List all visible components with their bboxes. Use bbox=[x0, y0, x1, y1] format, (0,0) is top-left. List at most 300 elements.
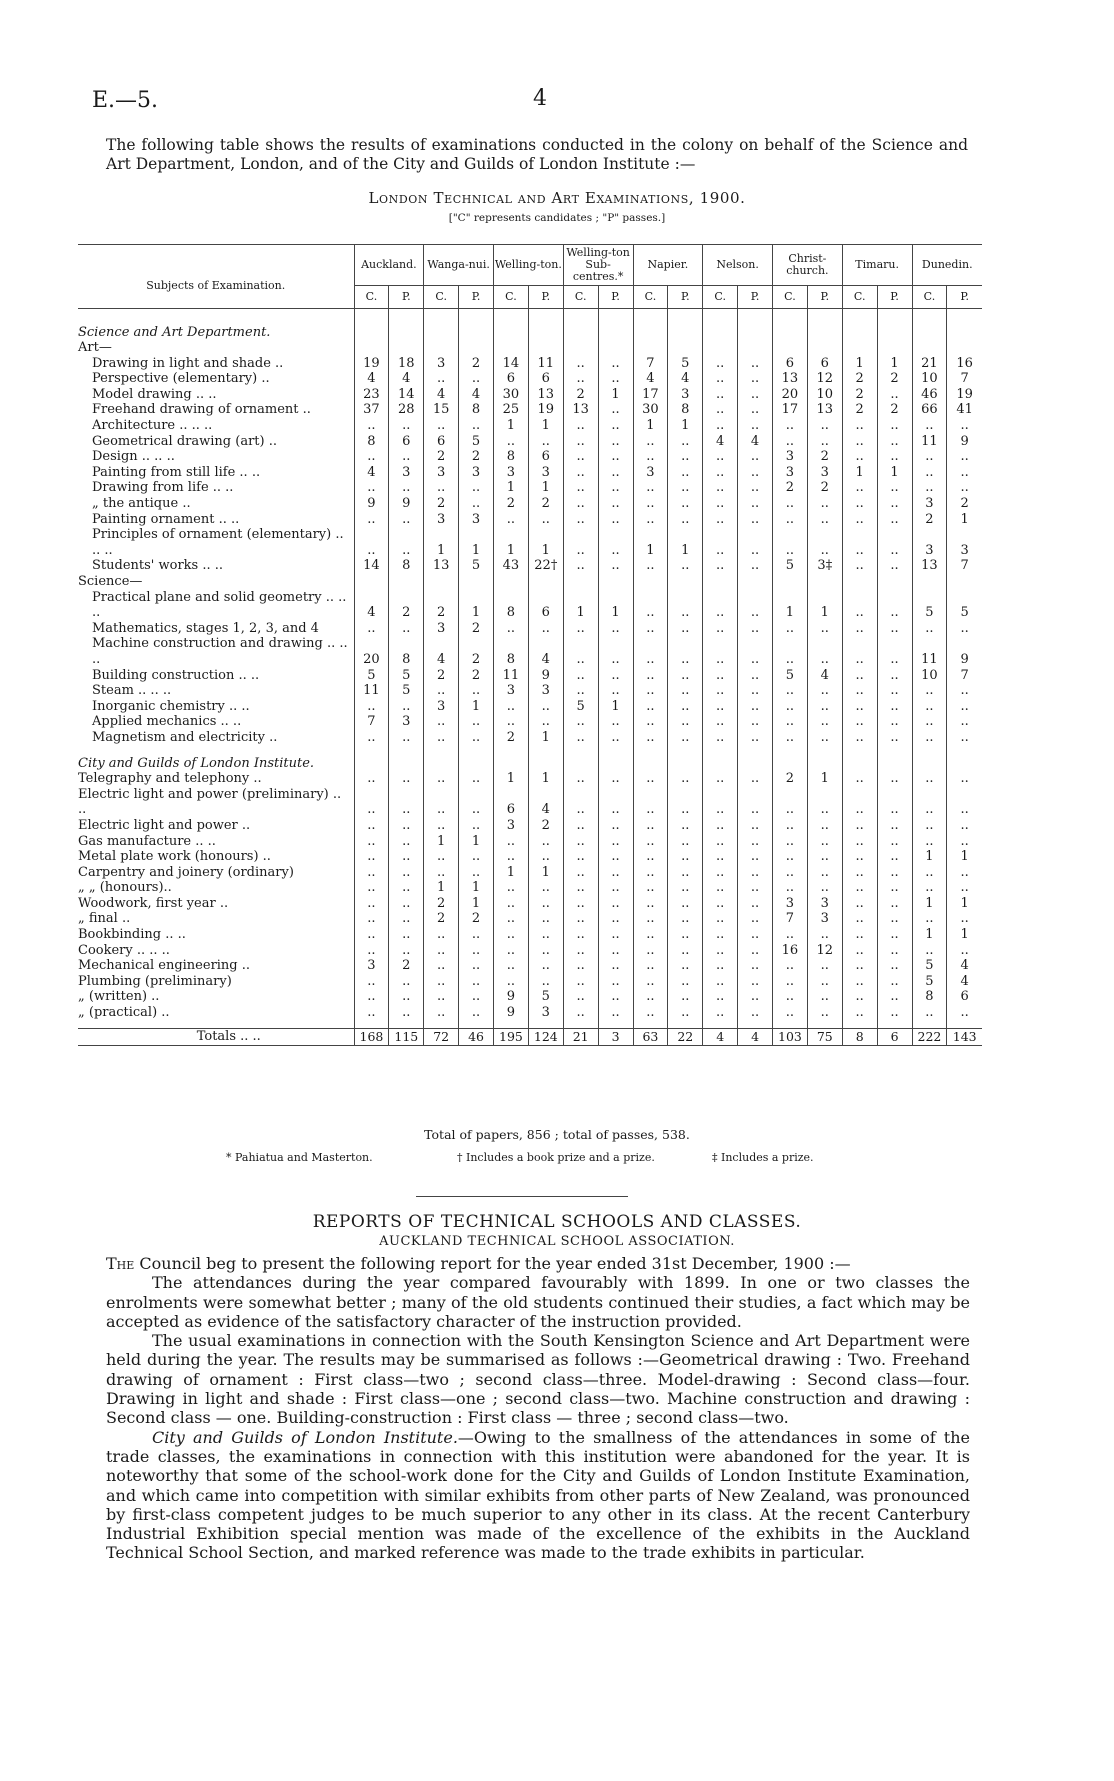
value-cell: .. bbox=[633, 771, 668, 787]
value-cell: .. bbox=[668, 621, 703, 637]
subject-label: Art— bbox=[78, 340, 112, 356]
value-cell: .. bbox=[494, 958, 529, 974]
value-cell: .. bbox=[703, 527, 738, 558]
value-cell: 8 bbox=[494, 590, 529, 621]
value-cell bbox=[354, 756, 389, 772]
value-cell: 1 bbox=[528, 418, 563, 434]
value-cell bbox=[354, 1021, 389, 1029]
value-cell: .. bbox=[424, 865, 459, 881]
value-cell: 20 bbox=[773, 387, 808, 403]
value-cell: .. bbox=[668, 699, 703, 715]
value-cell bbox=[563, 756, 598, 772]
table-row bbox=[78, 756, 982, 772]
value-cell: 3‡ bbox=[807, 558, 842, 574]
value-cell: .. bbox=[563, 465, 598, 481]
value-cell: .. bbox=[842, 512, 877, 528]
table-row bbox=[78, 558, 982, 574]
subject-label: Telegraphy and telephony .. bbox=[78, 771, 262, 787]
value-cell: .. bbox=[842, 558, 877, 574]
value-cell: .. bbox=[494, 927, 529, 943]
value-cell: 5 bbox=[773, 668, 808, 684]
value-cell: .. bbox=[528, 880, 563, 896]
value-cell: 10 bbox=[912, 371, 947, 387]
value-cell bbox=[563, 340, 598, 356]
value-cell: .. bbox=[668, 818, 703, 834]
value-cell: .. bbox=[738, 896, 773, 912]
value-cell: 5 bbox=[389, 668, 424, 684]
value-cell bbox=[807, 1021, 842, 1029]
value-cell: 1 bbox=[947, 512, 982, 528]
value-cell bbox=[668, 756, 703, 772]
value-cell: 2 bbox=[424, 590, 459, 621]
value-cell bbox=[494, 1021, 529, 1029]
value-cell: .. bbox=[633, 834, 668, 850]
value-cell: .. bbox=[877, 865, 912, 881]
lead-word: The bbox=[106, 1254, 135, 1273]
value-cell: .. bbox=[773, 1005, 808, 1021]
value-cell: .. bbox=[563, 989, 598, 1005]
subject-label: Steam .. .. .. bbox=[92, 683, 172, 699]
value-cell: .. bbox=[563, 730, 598, 746]
value-cell: 1 bbox=[459, 590, 494, 621]
table-row bbox=[78, 1021, 982, 1029]
value-cell: 5 bbox=[947, 590, 982, 621]
subject-label: Machine construction and drawing .. .. .. bbox=[92, 636, 348, 667]
value-cell: .. bbox=[703, 590, 738, 621]
subject-label: Science— bbox=[78, 574, 143, 589]
value-cell bbox=[703, 325, 738, 341]
value-cell: .. bbox=[912, 730, 947, 746]
table-row bbox=[78, 730, 982, 746]
value-cell: 1 bbox=[807, 771, 842, 787]
value-cell: .. bbox=[947, 699, 982, 715]
table-row bbox=[78, 746, 982, 756]
value-cell bbox=[703, 340, 738, 356]
value-cell: 6 bbox=[528, 590, 563, 621]
value-cell: .. bbox=[738, 730, 773, 746]
value-cell: .. bbox=[703, 1005, 738, 1021]
value-cell: .. bbox=[354, 1005, 389, 1021]
value-cell: .. bbox=[773, 849, 808, 865]
value-cell: 46 bbox=[912, 387, 947, 403]
value-cell: 2 bbox=[494, 496, 529, 512]
value-cell: .. bbox=[877, 849, 912, 865]
subject-cell bbox=[78, 1021, 354, 1029]
value-cell bbox=[528, 340, 563, 356]
value-cell: 2 bbox=[424, 449, 459, 465]
value-cell: .. bbox=[598, 911, 633, 927]
subject-label: Woodwork, first year .. bbox=[78, 895, 229, 911]
value-cell: .. bbox=[633, 865, 668, 881]
value-cell: 4 bbox=[528, 636, 563, 667]
value-cell: .. bbox=[842, 590, 877, 621]
value-cell: .. bbox=[459, 989, 494, 1005]
value-cell: .. bbox=[424, 927, 459, 943]
value-cell: .. bbox=[703, 418, 738, 434]
value-cell: 22† bbox=[528, 558, 563, 574]
value-cell: .. bbox=[738, 927, 773, 943]
subject-label: Architecture .. .. .. bbox=[92, 418, 213, 434]
value-cell: 9 bbox=[494, 1005, 529, 1021]
value-cell: .. bbox=[773, 527, 808, 558]
value-cell bbox=[807, 309, 842, 325]
subject-label: Design .. .. .. bbox=[92, 449, 175, 465]
value-cell: .. bbox=[598, 1005, 633, 1021]
value-cell: 5 bbox=[912, 590, 947, 621]
value-cell: 3 bbox=[528, 1005, 563, 1021]
value-cell: .. bbox=[354, 849, 389, 865]
value-cell: .. bbox=[807, 865, 842, 881]
value-cell: .. bbox=[389, 512, 424, 528]
value-cell: .. bbox=[389, 989, 424, 1005]
value-cell: 7 bbox=[947, 371, 982, 387]
value-cell: 4 bbox=[703, 1029, 738, 1046]
value-cell: .. bbox=[738, 465, 773, 481]
value-cell: 1 bbox=[459, 699, 494, 715]
value-cell: 3 bbox=[947, 527, 982, 558]
value-cell: 3 bbox=[389, 714, 424, 730]
value-cell: 8 bbox=[354, 434, 389, 450]
value-cell: .. bbox=[877, 699, 912, 715]
subject-label: Building construction .. .. bbox=[92, 667, 260, 683]
subject-label: Model drawing .. .. bbox=[92, 386, 217, 402]
value-cell: 3 bbox=[598, 1029, 633, 1046]
value-cell: 3 bbox=[494, 683, 529, 699]
value-cell: .. bbox=[354, 880, 389, 896]
value-cell bbox=[528, 325, 563, 341]
value-cell: 9 bbox=[947, 636, 982, 667]
value-cell: .. bbox=[563, 356, 598, 372]
value-cell bbox=[738, 325, 773, 341]
value-cell: 7 bbox=[354, 714, 389, 730]
value-cell: 2 bbox=[459, 636, 494, 667]
value-cell: .. bbox=[598, 512, 633, 528]
report-paragraph: The attendances during the year compared favourably with 1899. In one or two classes the enrolments were somewhat better ; many of the old students continued their studies, a fact which may be accepted as evidence of the satisfactory character of the instruction provided. bbox=[106, 1273, 970, 1331]
value-cell bbox=[807, 340, 842, 356]
value-cell bbox=[354, 340, 389, 356]
value-cell: 2 bbox=[807, 480, 842, 496]
value-cell: .. bbox=[354, 699, 389, 715]
subject-cell bbox=[78, 418, 354, 434]
value-cell: .. bbox=[563, 771, 598, 787]
value-cell: .. bbox=[738, 356, 773, 372]
value-cell: 3 bbox=[424, 512, 459, 528]
value-cell bbox=[389, 1021, 424, 1029]
value-cell: .. bbox=[598, 834, 633, 850]
value-cell: .. bbox=[703, 371, 738, 387]
table-row bbox=[78, 480, 982, 496]
subject-cell bbox=[78, 787, 354, 818]
subject-cell bbox=[78, 527, 354, 558]
value-cell: .. bbox=[633, 974, 668, 990]
value-cell: 2 bbox=[424, 896, 459, 912]
value-cell bbox=[598, 756, 633, 772]
value-cell: .. bbox=[633, 880, 668, 896]
document-code: E.—5. bbox=[92, 88, 159, 113]
value-cell: .. bbox=[773, 834, 808, 850]
value-cell: .. bbox=[807, 787, 842, 818]
value-cell: .. bbox=[424, 1005, 459, 1021]
value-cell: .. bbox=[633, 1005, 668, 1021]
subject-label: Inorganic chemistry .. .. bbox=[92, 698, 250, 714]
value-cell: 3 bbox=[528, 465, 563, 481]
value-cell: .. bbox=[528, 434, 563, 450]
value-cell: .. bbox=[877, 527, 912, 558]
value-cell: .. bbox=[703, 958, 738, 974]
subject-label: „ (practical) .. bbox=[78, 1005, 170, 1021]
value-cell bbox=[459, 756, 494, 772]
value-cell bbox=[668, 574, 703, 590]
paragraph-heading: City and Guilds of London Institute. bbox=[152, 1427, 458, 1447]
value-cell: .. bbox=[563, 714, 598, 730]
value-cell: .. bbox=[703, 449, 738, 465]
paragraph-text: —Owing to the smallness of the attendances in some of the trade classes, the examinations in connection with this institution were abandoned for the year. It is noteworthy that some of the school-work done for the City and Guilds of London Institute Examination, and which came into competition with similar exhibits from other parts of New Zealand, was pronounced by first-class competent judges to be much superior to any other in its class. At the recent Canterbury Industrial Exhibition special mention was made of the excellence of the exhibits in the Auckland Technical School Section, and marked reference was made to the trade exhibits in particular. bbox=[106, 1427, 970, 1563]
value-cell: 6 bbox=[494, 787, 529, 818]
centre-header: Welling-ton Sub-centres.* bbox=[563, 245, 633, 286]
value-cell: 7 bbox=[947, 558, 982, 574]
value-cell: .. bbox=[807, 512, 842, 528]
value-cell: .. bbox=[598, 371, 633, 387]
subject-cell bbox=[78, 958, 354, 974]
subject-label: Magnetism and electricity .. bbox=[92, 729, 278, 745]
value-cell bbox=[459, 309, 494, 325]
value-cell: 3 bbox=[459, 512, 494, 528]
value-cell: .. bbox=[389, 418, 424, 434]
value-cell bbox=[528, 756, 563, 772]
value-cell: .. bbox=[842, 818, 877, 834]
value-cell bbox=[354, 746, 389, 756]
value-cell: .. bbox=[807, 834, 842, 850]
value-cell: .. bbox=[668, 449, 703, 465]
value-cell: 5 bbox=[354, 668, 389, 684]
value-cell: .. bbox=[598, 730, 633, 746]
value-cell: 43 bbox=[494, 558, 529, 574]
value-cell: 7 bbox=[633, 356, 668, 372]
value-cell: .. bbox=[773, 699, 808, 715]
value-cell bbox=[773, 746, 808, 756]
value-cell: 11 bbox=[912, 434, 947, 450]
value-cell: .. bbox=[703, 771, 738, 787]
value-cell: .. bbox=[424, 714, 459, 730]
results-table bbox=[78, 244, 982, 1046]
value-cell bbox=[912, 574, 947, 590]
value-cell bbox=[773, 340, 808, 356]
table-row bbox=[78, 958, 982, 974]
value-cell: .. bbox=[738, 527, 773, 558]
table-row bbox=[78, 927, 982, 943]
value-cell: .. bbox=[389, 787, 424, 818]
value-cell bbox=[912, 309, 947, 325]
value-cell bbox=[703, 756, 738, 772]
subject-cell bbox=[78, 668, 354, 684]
value-cell: .. bbox=[459, 818, 494, 834]
value-cell: .. bbox=[842, 989, 877, 1005]
subject-label: Gas manufacture .. .. bbox=[78, 833, 216, 849]
value-cell: .. bbox=[912, 714, 947, 730]
value-cell: .. bbox=[947, 818, 982, 834]
table-row bbox=[78, 590, 982, 621]
value-cell: .. bbox=[459, 496, 494, 512]
table-row bbox=[78, 714, 982, 730]
value-cell: .. bbox=[877, 387, 912, 403]
value-cell: .. bbox=[807, 496, 842, 512]
cp-header: P. bbox=[877, 286, 912, 309]
value-cell: 4 bbox=[354, 465, 389, 481]
value-cell: .. bbox=[773, 621, 808, 637]
value-cell: 5 bbox=[912, 958, 947, 974]
value-cell: .. bbox=[773, 974, 808, 990]
value-cell: .. bbox=[424, 974, 459, 990]
value-cell: .. bbox=[494, 714, 529, 730]
subject-label: Bookbinding .. .. bbox=[78, 927, 186, 943]
value-cell: .. bbox=[563, 558, 598, 574]
subject-cell bbox=[78, 911, 354, 927]
value-cell: .. bbox=[668, 668, 703, 684]
value-cell: 6 bbox=[807, 356, 842, 372]
value-cell bbox=[598, 309, 633, 325]
value-cell: .. bbox=[877, 590, 912, 621]
value-cell bbox=[494, 325, 529, 341]
value-cell: .. bbox=[563, 958, 598, 974]
subject-cell bbox=[78, 714, 354, 730]
value-cell: .. bbox=[947, 418, 982, 434]
value-cell: .. bbox=[773, 787, 808, 818]
value-cell: 22 bbox=[668, 1029, 703, 1046]
value-cell: .. bbox=[633, 730, 668, 746]
subject-label: „ the antique .. bbox=[92, 496, 191, 512]
value-cell: .. bbox=[842, 849, 877, 865]
value-cell: .. bbox=[598, 668, 633, 684]
value-cell: .. bbox=[528, 911, 563, 927]
value-cell: .. bbox=[354, 771, 389, 787]
value-cell: .. bbox=[877, 668, 912, 684]
subject-cell bbox=[78, 496, 354, 512]
value-cell: 1 bbox=[528, 865, 563, 881]
value-cell: .. bbox=[877, 558, 912, 574]
value-cell: 15 bbox=[424, 402, 459, 418]
value-cell: .. bbox=[703, 896, 738, 912]
value-cell: .. bbox=[738, 558, 773, 574]
value-cell bbox=[633, 756, 668, 772]
value-cell: 1 bbox=[947, 927, 982, 943]
value-cell: .. bbox=[703, 989, 738, 1005]
value-cell: .. bbox=[668, 865, 703, 881]
value-cell: .. bbox=[877, 989, 912, 1005]
table-row bbox=[78, 371, 982, 387]
value-cell bbox=[738, 756, 773, 772]
value-cell: .. bbox=[738, 911, 773, 927]
value-cell: .. bbox=[842, 496, 877, 512]
value-cell: 21 bbox=[912, 356, 947, 372]
table-row bbox=[78, 989, 982, 1005]
value-cell: .. bbox=[494, 943, 529, 959]
subject-cell bbox=[78, 512, 354, 528]
value-cell bbox=[598, 746, 633, 756]
value-cell: .. bbox=[668, 943, 703, 959]
value-cell: 1 bbox=[528, 527, 563, 558]
value-cell: .. bbox=[494, 699, 529, 715]
subject-label: Painting from still life .. .. bbox=[92, 464, 261, 480]
value-cell: 3 bbox=[773, 449, 808, 465]
table-row bbox=[78, 496, 982, 512]
value-cell: .. bbox=[842, 683, 877, 699]
value-cell: .. bbox=[807, 434, 842, 450]
value-cell: 6 bbox=[528, 371, 563, 387]
value-cell: .. bbox=[633, 896, 668, 912]
value-cell: 13 bbox=[912, 558, 947, 574]
value-cell: .. bbox=[389, 480, 424, 496]
value-cell: .. bbox=[494, 512, 529, 528]
value-cell: .. bbox=[912, 771, 947, 787]
value-cell: 4 bbox=[633, 371, 668, 387]
value-cell: .. bbox=[703, 834, 738, 850]
value-cell: .. bbox=[773, 818, 808, 834]
value-cell: .. bbox=[877, 496, 912, 512]
value-cell: .. bbox=[633, 818, 668, 834]
value-cell: .. bbox=[703, 880, 738, 896]
value-cell bbox=[668, 340, 703, 356]
value-cell: .. bbox=[598, 636, 633, 667]
value-cell: .. bbox=[598, 621, 633, 637]
value-cell: 3 bbox=[668, 387, 703, 403]
value-cell: .. bbox=[668, 989, 703, 1005]
value-cell bbox=[389, 756, 424, 772]
centre-header: Welling-ton. bbox=[494, 245, 564, 286]
value-cell: 2 bbox=[459, 911, 494, 927]
centre-header: Napier. bbox=[633, 245, 703, 286]
value-cell bbox=[738, 1021, 773, 1029]
value-cell: .. bbox=[668, 636, 703, 667]
value-cell: 4 bbox=[738, 434, 773, 450]
value-cell: .. bbox=[563, 636, 598, 667]
subject-cell bbox=[78, 621, 354, 637]
subject-label: Principles of ornament (elementary) .. .. .. bbox=[92, 527, 344, 558]
value-cell: .. bbox=[459, 730, 494, 746]
value-cell bbox=[598, 1021, 633, 1029]
value-cell: .. bbox=[354, 449, 389, 465]
value-cell bbox=[354, 574, 389, 590]
value-cell: .. bbox=[424, 943, 459, 959]
value-cell bbox=[947, 325, 982, 341]
value-cell: 3 bbox=[494, 465, 529, 481]
value-cell: .. bbox=[912, 480, 947, 496]
cp-header: C. bbox=[494, 286, 529, 309]
value-cell bbox=[459, 574, 494, 590]
value-cell: 8 bbox=[912, 989, 947, 1005]
centre-header: Christ-church. bbox=[773, 245, 843, 286]
value-cell: .. bbox=[598, 714, 633, 730]
value-cell: .. bbox=[563, 880, 598, 896]
value-cell: .. bbox=[598, 527, 633, 558]
value-cell: .. bbox=[354, 865, 389, 881]
value-cell: .. bbox=[703, 356, 738, 372]
value-cell: .. bbox=[703, 683, 738, 699]
value-cell: .. bbox=[842, 958, 877, 974]
value-cell bbox=[459, 325, 494, 341]
value-cell: 1 bbox=[842, 465, 877, 481]
value-cell: .. bbox=[947, 465, 982, 481]
value-cell: 11 bbox=[494, 668, 529, 684]
report-title: REPORTS OF TECHNICAL SCHOOLS AND CLASSES. bbox=[312, 1212, 802, 1232]
value-cell: .. bbox=[494, 974, 529, 990]
value-cell: .. bbox=[738, 387, 773, 403]
subject-cell bbox=[78, 340, 354, 356]
value-cell: .. bbox=[947, 911, 982, 927]
value-cell: 222 bbox=[912, 1029, 947, 1046]
value-cell: 5 bbox=[528, 989, 563, 1005]
table-row bbox=[78, 636, 982, 667]
value-cell bbox=[947, 756, 982, 772]
